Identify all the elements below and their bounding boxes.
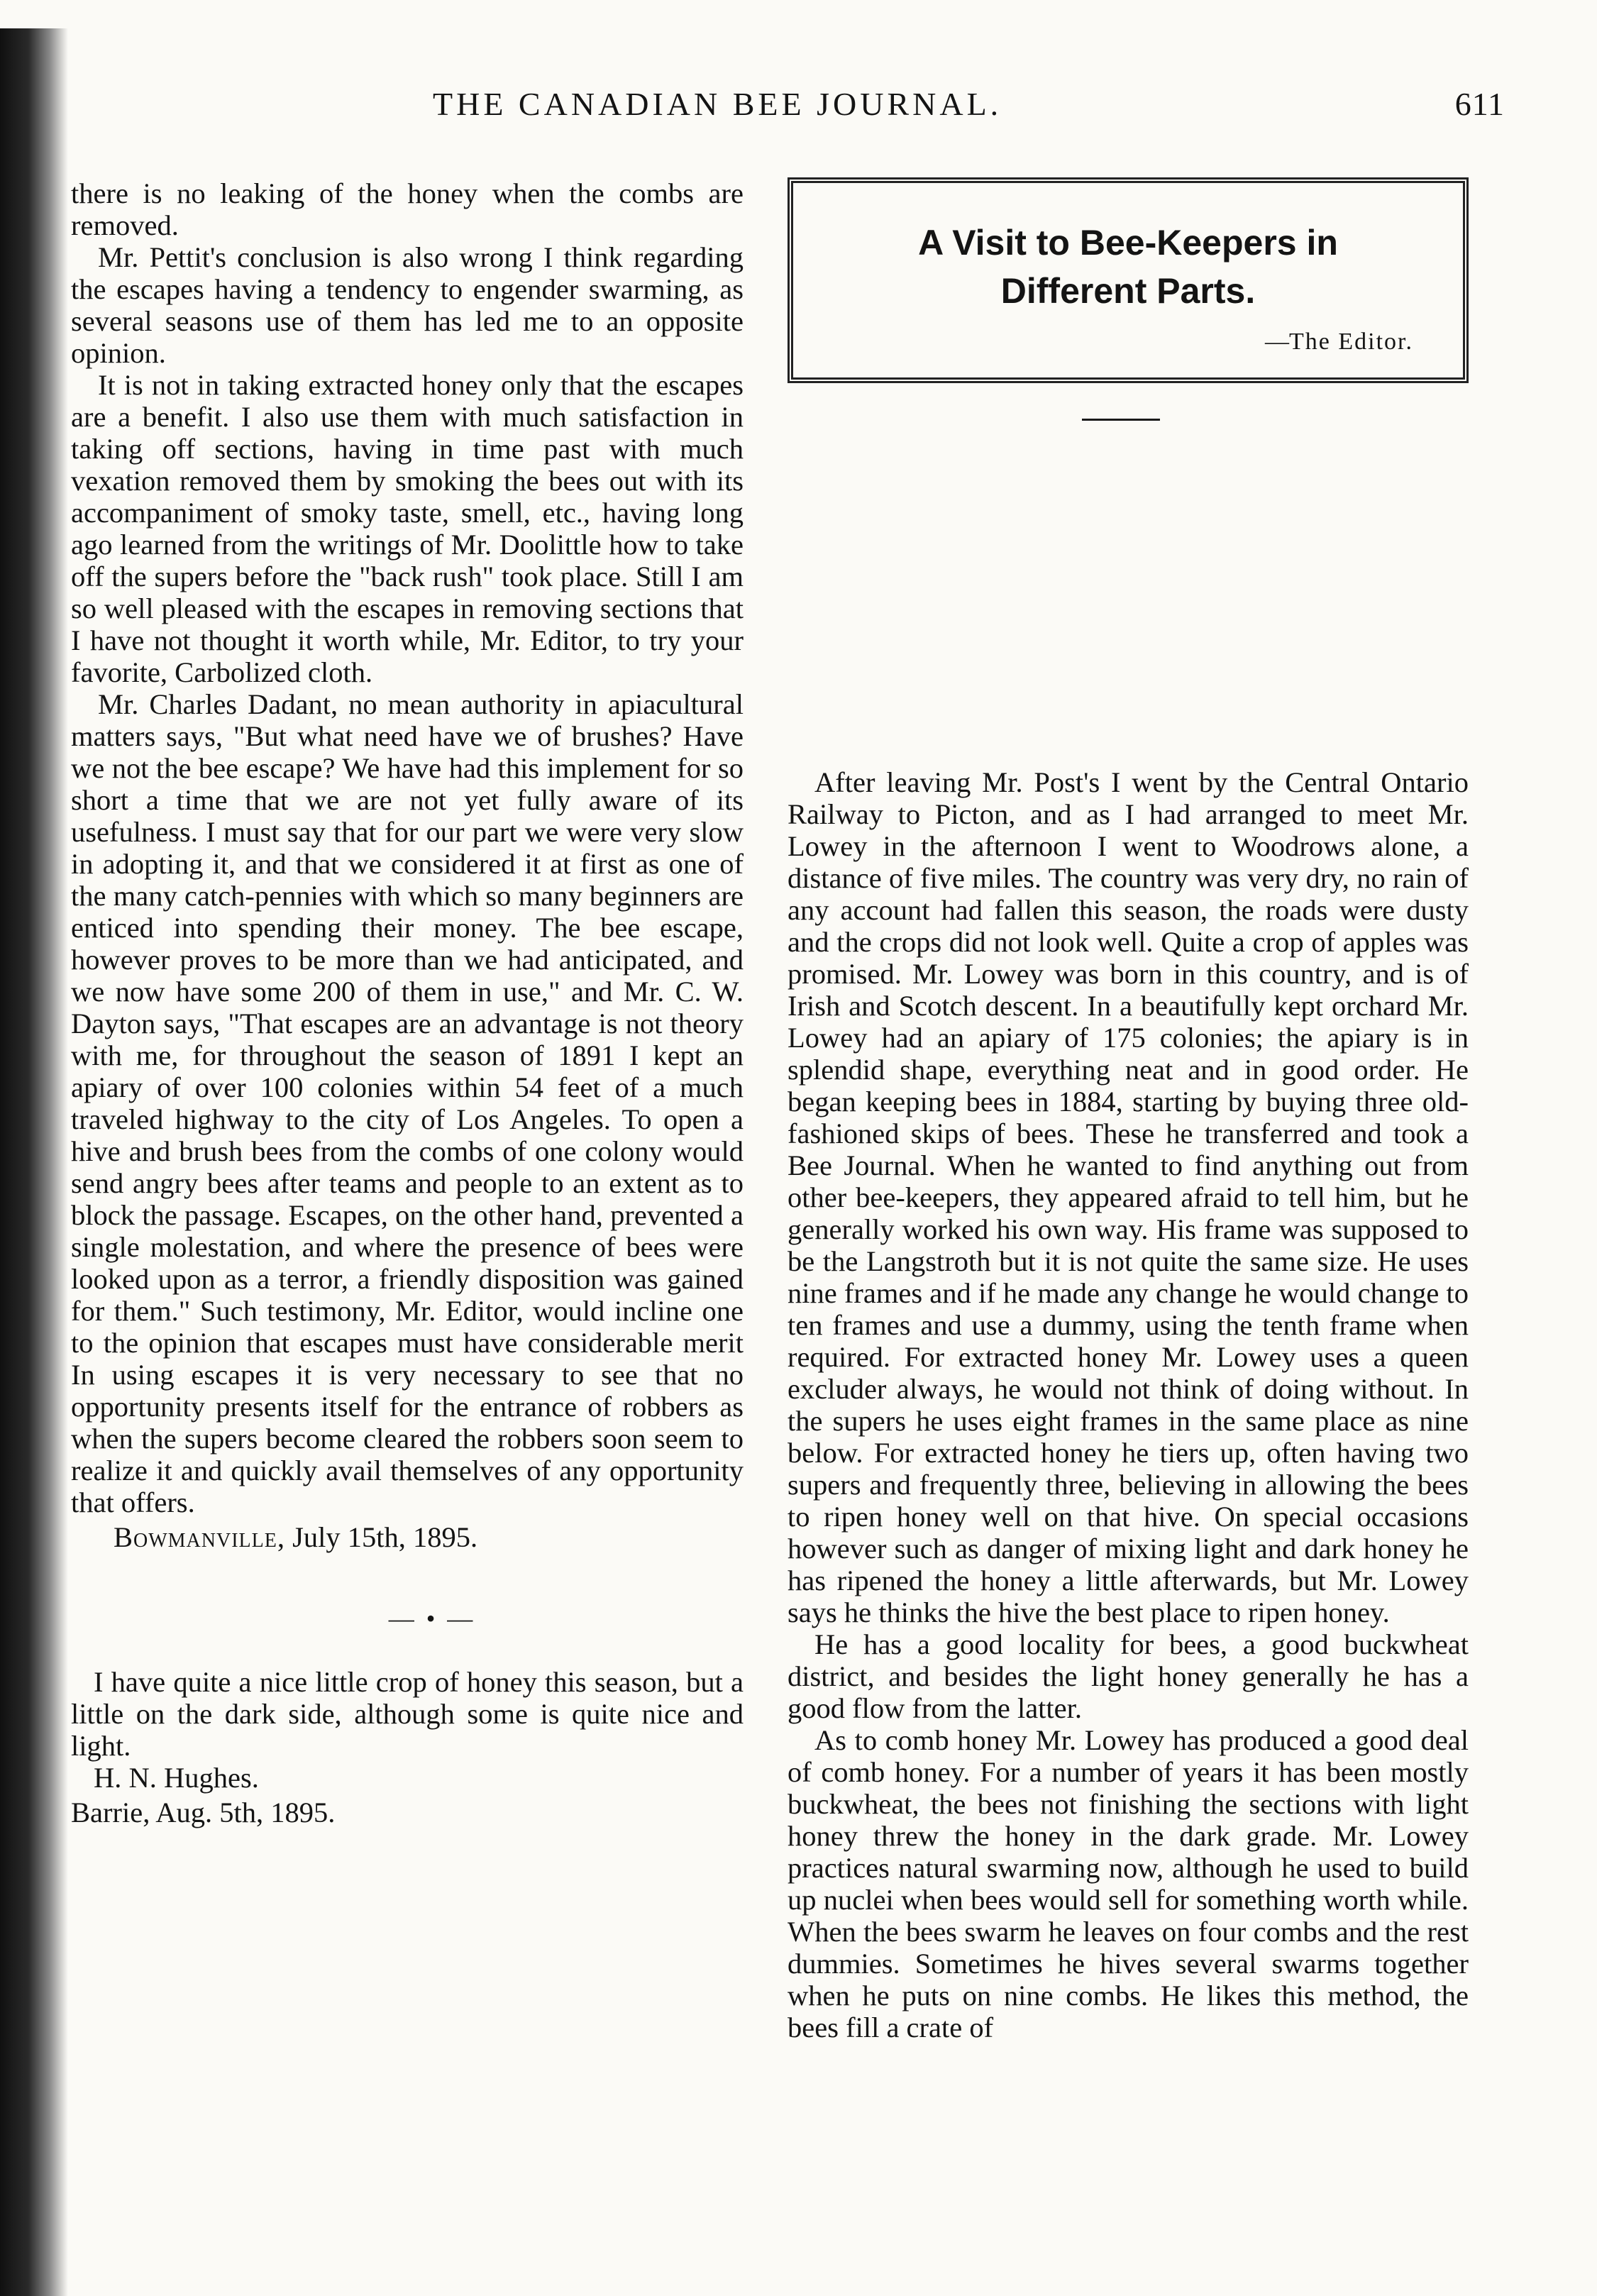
left-paragraph: Mr. Charles Dadant, no mean authority in apiacultural matters says, "But what need have we of brushes? Have we not the bee escape? We have had this implement for so short a time that we are not yet fully aware of its usefulness. I must say that for our part we were very slow in adopting it, and that we considered it at first as one of the many catch-pennies with which so many beginners are enticed into spending their money. The bee escape, however proves to be more than we had anticipated, and we now have some 200 of them in use," and Mr. C. W. Dayton says, "That escapes are an advantage is not theory with me, for throughout the season of 1891 I kept an apiary of over 100 colonies within 54 feet of a much traveled highway to the city of Los Angeles. To open a hive and brush bees from the combs of one colony would send angry bees after teams and people to an extent as to block the passage. Escapes, on the other hand, prevented a single molestation, and where the presence of bees were looked upon as a terror, a friendly disposition was gained for them." Such testimony, Mr. Editor, would incline one to the opinion that escapes must have considerable merit In using escapes it is very necessary to see that no opportunity presents itself for the entrance of robbers as when the supers become cleared the robbers soon seem to realize it and quickly avail themselves of any opportunity that offers. [71, 688, 744, 1518]
section-divider: — • — [388, 1604, 476, 1633]
note-dateline: Barrie, Aug. 5th, 1895. [71, 1796, 336, 1828]
left-paragraph: there is no leaking of the honey when the combs are removed. [71, 177, 744, 241]
page-number: 611 [1454, 86, 1505, 122]
left-column [71, 177, 744, 1828]
running-title: THE CANADIAN BEE JOURNAL. [433, 86, 1002, 122]
article-title-line: A Visit to Bee-Keepers in [918, 223, 1338, 263]
dateline-place: Bowmanville, [114, 1521, 285, 1553]
right-paragraph: As to comb honey Mr. Lowey has produced a good deal of comb honey. For a number of years it has been mostly buckwheat, the bees not finishing the sections with light honey threw the honey in the dark grade. Mr. Lowey practices natural swarming now, although he used to build up nuclei when bees would sell for something worth while. When the bees swarm he leaves on four combs and the rest dummies. Sometimes he hives several swarms together when he puts on nine combs. He likes this method, the bees fill a crate of [788, 1724, 1469, 2043]
right-paragraph: After leaving Mr. Post's I went by the Central Ontario Railway to Picton, and as I had arranged to meet Mr. Lowey in the afternoon I went to Woodrows alone, a distance of five miles. The country was very dry, no rain of any account had fallen this season, the roads were dusty and the crops did not look well. Quite a crop of apples was promised. Mr. Lowey was born in this country, and is of Irish and Scotch descent. In a beautifully kept orchard Mr. Lowey had an apiary of 175 colonies; the apiary is in splendid shape, everything neat and in good order. He began keeping bees in 1884, starting by buying three old-fashioned skips of bees. These he transferred and took a Bee Journal. When he wanted to find anything out from other bee-keepers, they appeared afraid to tell him, but he generally worked his own way. His frame was supposed to be the Langstroth but it is not quite the same size. He uses nine frames and if he made any change he would change to ten frames and use a dummy, using the tenth frame when required. For extracted honey Mr. Lowey uses a queen excluder always, he would not think of doing without. In the supers he uses eight frames in the same place as nine below. For extracted honey he tiers up, often having two supers and frequently three, believing in allowing the bees to ripen honey well on that hive. On special occasions however such as danger of mixing light and dark honey he has ripened the honey a little afterwards, but Mr. Lowey says he thinks the hive the best place to ripen honey. [788, 766, 1469, 1628]
article-title [793, 219, 1463, 315]
binding-shadow [0, 28, 68, 2296]
running-header [433, 85, 1505, 123]
article-attribution: —The Editor. [1265, 329, 1413, 355]
left-paragraph: It is not in taking extracted honey only that the escapes are a benefit. I also use them with much satisfaction in taking off sections, having in time past with much vexation removed them by smoking the bees out with its accompaniment of smoky taste, smell, etc., having long ago learned from the writings of Mr. Doolittle how to take off the supers before the "back rush" took place. Still I am so well pleased with the escapes in removing sections that I have not thought it worth while, Mr. Editor, to try your favorite, Carbolized cloth. [71, 369, 744, 688]
letter-dateline [71, 1521, 744, 1553]
title-rule [1082, 419, 1160, 421]
left-paragraph: Mr. Pettit's conclusion is also wrong I think regarding the escapes having a tendency to engender swarming, as several seasons use of them has led me to an opposite opinion. [71, 241, 744, 369]
article-title-line: Different Parts. [1000, 271, 1256, 311]
reader-note [71, 1666, 744, 1828]
note-text: I have quite a nice little crop of honey this season, but a little on the dark side, although some is quite nice and light. [71, 1666, 744, 1762]
article-title-box [788, 177, 1469, 383]
dateline-date: July 15th, 1895. [292, 1521, 478, 1553]
right-column [788, 766, 1469, 2043]
note-signature: H. N. Hughes. [94, 1762, 259, 1794]
right-paragraph: He has a good locality for bees, a good buckwheat district, and besides the light honey generally he has a good flow from the latter. [788, 1628, 1469, 1724]
